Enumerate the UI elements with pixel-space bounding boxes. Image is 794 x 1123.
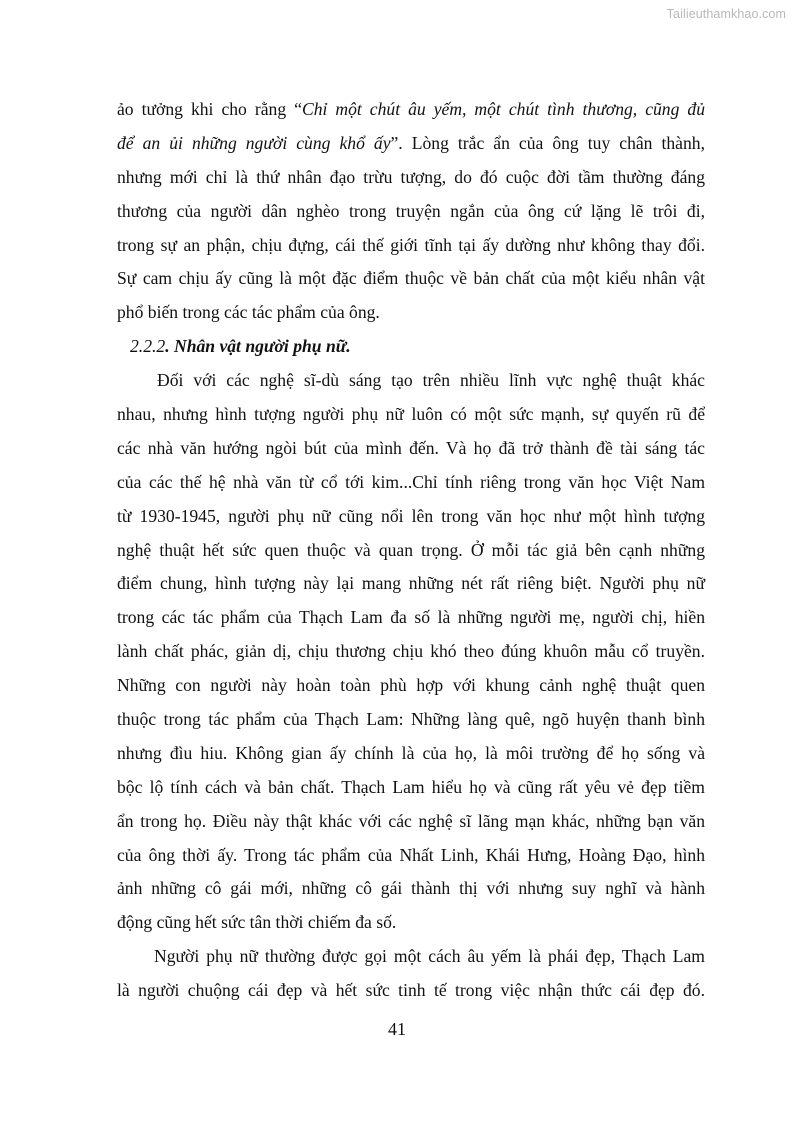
text-line bbox=[117, 93, 705, 127]
text-run: động cũng hết sức tân thời chiếm đa số. bbox=[117, 912, 397, 933]
text-line bbox=[117, 398, 705, 432]
page-number: 41 bbox=[388, 1019, 406, 1039]
text-run: trong sự an phận, chịu đựng, cái thế giới tĩnh tại ấy dường như không thay đổi. bbox=[117, 234, 705, 255]
section-heading bbox=[117, 330, 705, 364]
text-run: nhau, nhưng hình tượng người phụ nữ luôn có một sức mạnh, sự quyến rũ để bbox=[117, 404, 705, 425]
text-run: Người phụ nữ thường được gọi một cách âu yếm là phái đẹp, Thạch Lam bbox=[154, 946, 705, 967]
text-line bbox=[117, 534, 705, 568]
text-run: Đối với các nghệ sĩ-dù sáng tạo trên nhiều lĩnh vực nghệ thuật khác bbox=[157, 370, 705, 391]
text-line bbox=[117, 635, 705, 669]
section-title: . Nhân vật người phụ nữ. bbox=[165, 336, 351, 357]
text-line bbox=[117, 771, 705, 805]
text-line bbox=[117, 229, 705, 263]
text-run: nhưng đìu hiu. Không gian ấy chính là của họ, là môi trường để họ sống và bbox=[117, 742, 705, 763]
text-line bbox=[117, 127, 705, 161]
text-line bbox=[117, 601, 705, 635]
text-run: ”. Lòng trắc ẩn của ông tuy chân thành, bbox=[390, 132, 705, 153]
text-line bbox=[117, 839, 705, 873]
watermark-text: Tailieuthamkhao.com bbox=[666, 7, 786, 21]
text-run: Sự cam chịu ấy cũng là một đặc điểm thuộc về bản chất của một kiểu nhân vật bbox=[117, 268, 705, 289]
text-run: trong các tác phẩm của Thạch Lam đa số là những người mẹ, người chị, hiền bbox=[117, 607, 705, 628]
text-line bbox=[117, 364, 705, 398]
text-run: ảnh những cô gái mới, những cô gái thành thị với nhưng suy nghĩ và hành bbox=[117, 878, 705, 899]
text-run: phổ biến trong các tác phẩm của ông. bbox=[117, 302, 380, 323]
text-line bbox=[117, 567, 705, 601]
text-line bbox=[117, 737, 705, 771]
text-run: thương của người dân nghèo trong truyện ngắn của ông cứ lặng lẽ trôi đi, bbox=[117, 200, 705, 221]
text-line bbox=[117, 296, 705, 330]
text-line bbox=[117, 669, 705, 703]
text-run: ẩn trong họ. Điều này thật khác với các nghệ sĩ lãng mạn khác, những bạn văn bbox=[117, 810, 705, 831]
text-run: Những con người này hoàn toàn phù hợp với khung cảnh nghệ thuật quen bbox=[117, 675, 705, 696]
text-run: của ông thời ấy. Trong tác phẩm của Nhất Linh, Khái Hưng, Hoàng Đạo, hình bbox=[117, 844, 705, 865]
text-run: điểm chung, hình tượng này lại mang những nét rất riêng biệt. Người phụ nữ bbox=[117, 573, 705, 594]
text-line bbox=[117, 974, 705, 1008]
text-run: các nhà văn hướng ngòi bút của mình đến. Và họ đã trở thành đề tài sáng tác bbox=[117, 437, 705, 458]
text-run: lành chất phác, giản dị, chịu thương chịu khó theo đúng khuôn mẫu cổ truyền. bbox=[117, 641, 705, 662]
text-run: nhưng mới chỉ là thứ nhân đạo trừu tượng, do đó cuộc đời tầm thường đáng bbox=[117, 166, 705, 187]
text-run: thuộc trong tác phẩm của Thạch Lam: Những làng quê, ngõ huyện thanh bình bbox=[117, 709, 705, 730]
text-line bbox=[117, 466, 705, 500]
text-line bbox=[117, 500, 705, 534]
text-run: từ 1930-1945, người phụ nữ cũng nổi lên trong văn học như một hình tượng bbox=[117, 505, 705, 526]
text-line bbox=[117, 195, 705, 229]
text-run: của các thế hệ nhà văn từ cổ tới kim...Chỉ tính riêng trong văn học Việt Nam bbox=[117, 471, 705, 492]
text-line bbox=[117, 262, 705, 296]
text-run: bộc lộ tính cách và bản chất. Thạch Lam hiểu họ và cũng rất yêu vẻ đẹp tiềm bbox=[117, 776, 705, 797]
section-number: 2.2.2 bbox=[130, 336, 166, 357]
text-run: là người chuộng cái đẹp và hết sức tinh tế trong việc nhận thức cái đẹp đó. bbox=[117, 980, 705, 1001]
text-line bbox=[117, 432, 705, 466]
text-line bbox=[117, 703, 705, 737]
text-line bbox=[117, 805, 705, 839]
text-run: ảo tưởng khi cho rằng “ bbox=[117, 99, 302, 119]
document-body bbox=[117, 93, 705, 1008]
italic-quote: Chỉ một chút âu yếm, một chút tình thương, cũng đủ bbox=[301, 99, 705, 119]
text-line bbox=[117, 906, 705, 940]
text-line bbox=[117, 872, 705, 906]
text-run: nghệ thuật hết sức quen thuộc và quan trọng. Ở mỗi tác giả bên cạnh những bbox=[117, 539, 705, 560]
italic-quote: để an ủi những người cùng khổ ấy bbox=[117, 132, 391, 153]
text-line bbox=[117, 161, 705, 195]
text-line bbox=[117, 940, 705, 974]
